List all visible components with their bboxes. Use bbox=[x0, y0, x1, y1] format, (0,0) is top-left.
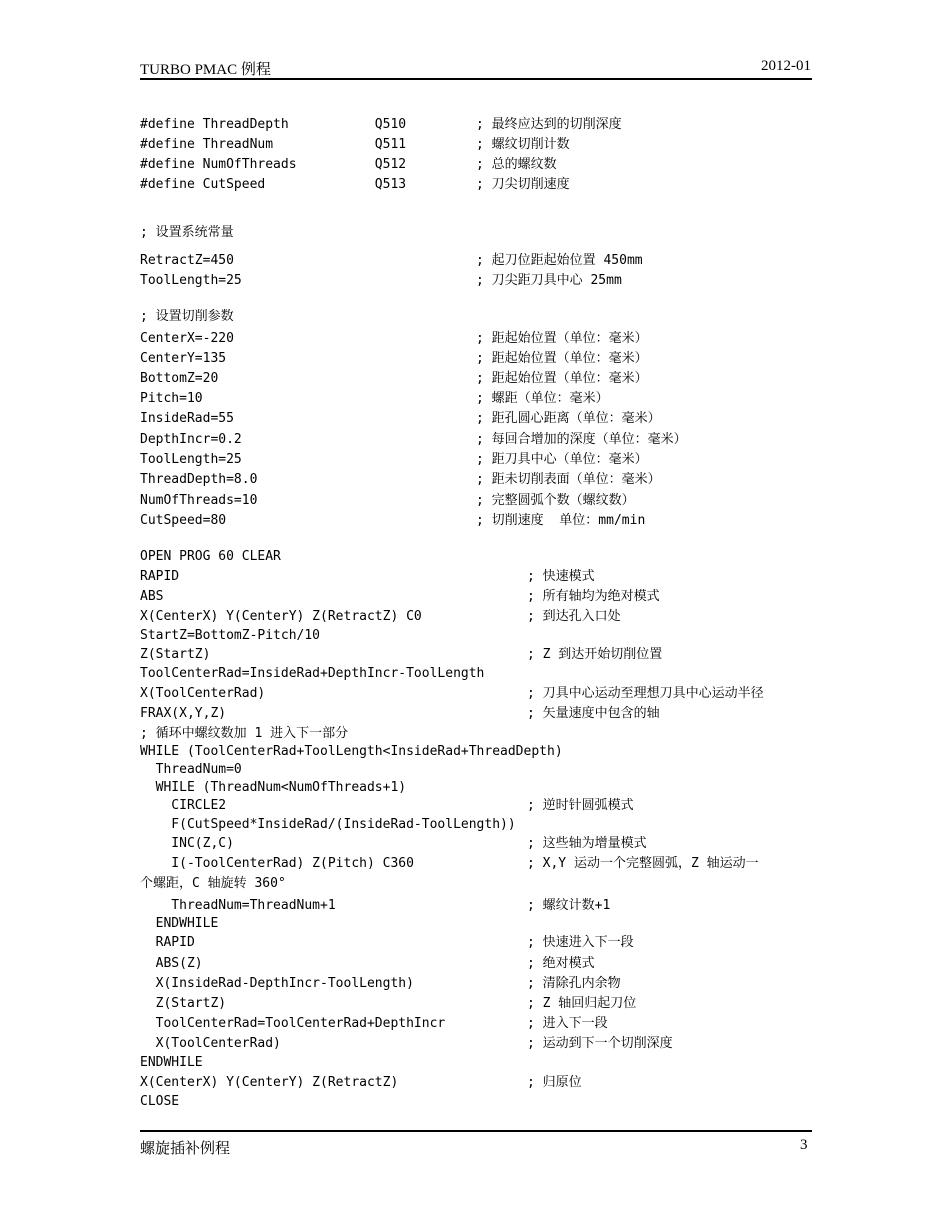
code-line: CutSpeed=80 bbox=[140, 513, 227, 528]
code-line: ToolLength=25 bbox=[140, 452, 242, 467]
footer-title: 螺旋插补例程 bbox=[140, 1141, 231, 1157]
code-line: OPEN PROG 60 CLEAR bbox=[140, 549, 281, 564]
code-comment: ; 逆时针圆弧模式 bbox=[527, 798, 634, 813]
code-comment: ; 刀具中心运动至理想刀具中心运动半径 bbox=[527, 686, 764, 701]
code-comment: ; 刀尖距刀具中心 25mm bbox=[476, 273, 622, 288]
code-line: X(CenterX) Y(CenterY) Z(RetractZ) C0 bbox=[140, 609, 422, 624]
code-comment: ; 距起始位置（单位：毫米） bbox=[476, 371, 648, 386]
code-line: ABS bbox=[140, 589, 164, 604]
code-line: CenterY=135 bbox=[140, 351, 227, 366]
code-line: ThreadDepth=8.0 bbox=[140, 472, 258, 487]
code-comment: ; 距刀具中心（单位：毫米） bbox=[476, 452, 648, 467]
code-line: StartZ=BottomZ-Pitch/10 bbox=[140, 628, 321, 643]
header-date: 2012-01 bbox=[761, 58, 811, 74]
code-comment: ; 完整圆弧个数（螺纹数） bbox=[476, 493, 635, 508]
code-line: ; 设置系统常量 bbox=[140, 225, 234, 240]
code-line: BottomZ=20 bbox=[140, 371, 219, 386]
code-line: X(ToolCenterRad) bbox=[140, 686, 266, 701]
code-line: #define ThreadNum Q511 bbox=[140, 137, 407, 152]
code-line: Z(StartZ) bbox=[140, 996, 227, 1011]
code-line: Z(StartZ) bbox=[140, 647, 211, 662]
code-comment: ; 螺距（单位：毫米） bbox=[476, 391, 609, 406]
code-line: ThreadNum=0 bbox=[140, 762, 242, 777]
code-line: #define NumOfThreads Q512 bbox=[140, 157, 407, 172]
code-comment: ; 刀尖切削速度 bbox=[476, 177, 570, 192]
code-comment: ; 绝对模式 bbox=[527, 956, 595, 971]
code-line: ABS(Z) bbox=[140, 956, 203, 971]
code-comment: ; 归原位 bbox=[527, 1075, 582, 1090]
code-comment: ; 螺纹计数+1 bbox=[527, 898, 611, 913]
header-title: TURBO PMAC 例程 bbox=[140, 62, 271, 78]
code-comment: ; 所有轴均为绝对模式 bbox=[527, 589, 660, 604]
code-line: ToolCenterRad=ToolCenterRad+DepthIncr bbox=[140, 1016, 446, 1031]
code-line: ; 设置切削参数 bbox=[140, 309, 234, 324]
code-comment: ; 清除孔内余物 bbox=[527, 976, 621, 991]
code-line: ENDWHILE bbox=[140, 1055, 203, 1070]
code-comment: ; 最终应达到的切削深度 bbox=[476, 117, 622, 132]
code-line: X(CenterX) Y(CenterY) Z(RetractZ) bbox=[140, 1075, 399, 1090]
code-line: WHILE (ToolCenterRad+ToolLength<InsideRad+ThreadDepth) bbox=[140, 744, 563, 759]
code-comment: ; Z 轴回归起刀位 bbox=[527, 996, 637, 1011]
code-line: X(InsideRad-DepthIncr-ToolLength) bbox=[140, 976, 414, 991]
code-comment: ; 运动到下一个切削深度 bbox=[527, 1036, 673, 1051]
code-line: X(ToolCenterRad) bbox=[140, 1036, 281, 1051]
code-comment: ; 距起始位置（单位：毫米） bbox=[476, 351, 648, 366]
code-line: CIRCLE2 bbox=[140, 798, 227, 813]
code-comment: ; 螺纹切削计数 bbox=[476, 137, 570, 152]
code-comment: ; X,Y 运动一个完整圆弧，Z 轴运动一 bbox=[527, 856, 759, 871]
code-line: CLOSE bbox=[140, 1094, 180, 1109]
code-line: Pitch=10 bbox=[140, 391, 203, 406]
code-comment: ; 距未切削表面（单位：毫米） bbox=[476, 472, 661, 487]
code-line: ToolLength=25 bbox=[140, 273, 242, 288]
code-comment: ; 总的螺纹数 bbox=[476, 157, 557, 172]
code-line: CenterX=-220 bbox=[140, 331, 234, 346]
code-comment: ; 每回合增加的深度（单位：毫米） bbox=[476, 432, 687, 447]
code-line: InsideRad=55 bbox=[140, 411, 234, 426]
code-line: WHILE (ThreadNum<NumOfThreads+1) bbox=[140, 780, 407, 795]
code-line: RetractZ=450 bbox=[140, 253, 234, 268]
code-line: 个螺距，C 轴旋转 360° bbox=[140, 876, 286, 891]
code-line: INC(Z,C) bbox=[140, 836, 234, 851]
code-comment: ; 这些轴为增量模式 bbox=[527, 836, 647, 851]
code-line: ThreadNum=ThreadNum+1 bbox=[140, 898, 336, 913]
code-line: FRAX(X,Y,Z) bbox=[140, 706, 227, 721]
code-line: NumOfThreads=10 bbox=[140, 493, 258, 508]
code-line: #define ThreadDepth Q510 bbox=[140, 117, 407, 132]
code-comment: ; 到达孔入口处 bbox=[527, 609, 621, 624]
code-line: I(-ToolCenterRad) Z(Pitch) C360 bbox=[140, 856, 414, 871]
code-comment: ; 进入下一段 bbox=[527, 1016, 608, 1031]
code-line: ENDWHILE bbox=[140, 916, 219, 931]
code-line: F(CutSpeed*InsideRad/(InsideRad-ToolLength)) bbox=[140, 817, 516, 832]
code-line: ; 循环中螺纹数加 1 进入下一部分 bbox=[140, 726, 349, 741]
footer-rule bbox=[140, 1130, 812, 1132]
code-line: #define CutSpeed Q513 bbox=[140, 177, 407, 192]
code-comment: ; 快速进入下一段 bbox=[527, 935, 634, 950]
page-number: 3 bbox=[800, 1137, 808, 1153]
code-comment: ; 起刀位距起始位置 450mm bbox=[476, 253, 643, 268]
code-comment: ; 距孔圆心距离（单位：毫米） bbox=[476, 411, 661, 426]
code-comment: ; 距起始位置（单位：毫米） bbox=[476, 331, 648, 346]
code-comment: ; 切削速度 单位：mm/min bbox=[476, 513, 646, 528]
code-line: RAPID bbox=[140, 935, 195, 950]
code-comment: ; Z 到达开始切削位置 bbox=[527, 647, 663, 662]
header-rule bbox=[140, 78, 812, 80]
code-comment: ; 矢量速度中包含的轴 bbox=[527, 706, 660, 721]
code-comment: ; 快速模式 bbox=[527, 569, 595, 584]
code-line: DepthIncr=0.2 bbox=[140, 432, 242, 447]
code-line: ToolCenterRad=InsideRad+DepthIncr-ToolLength bbox=[140, 666, 485, 681]
code-line: RAPID bbox=[140, 569, 180, 584]
